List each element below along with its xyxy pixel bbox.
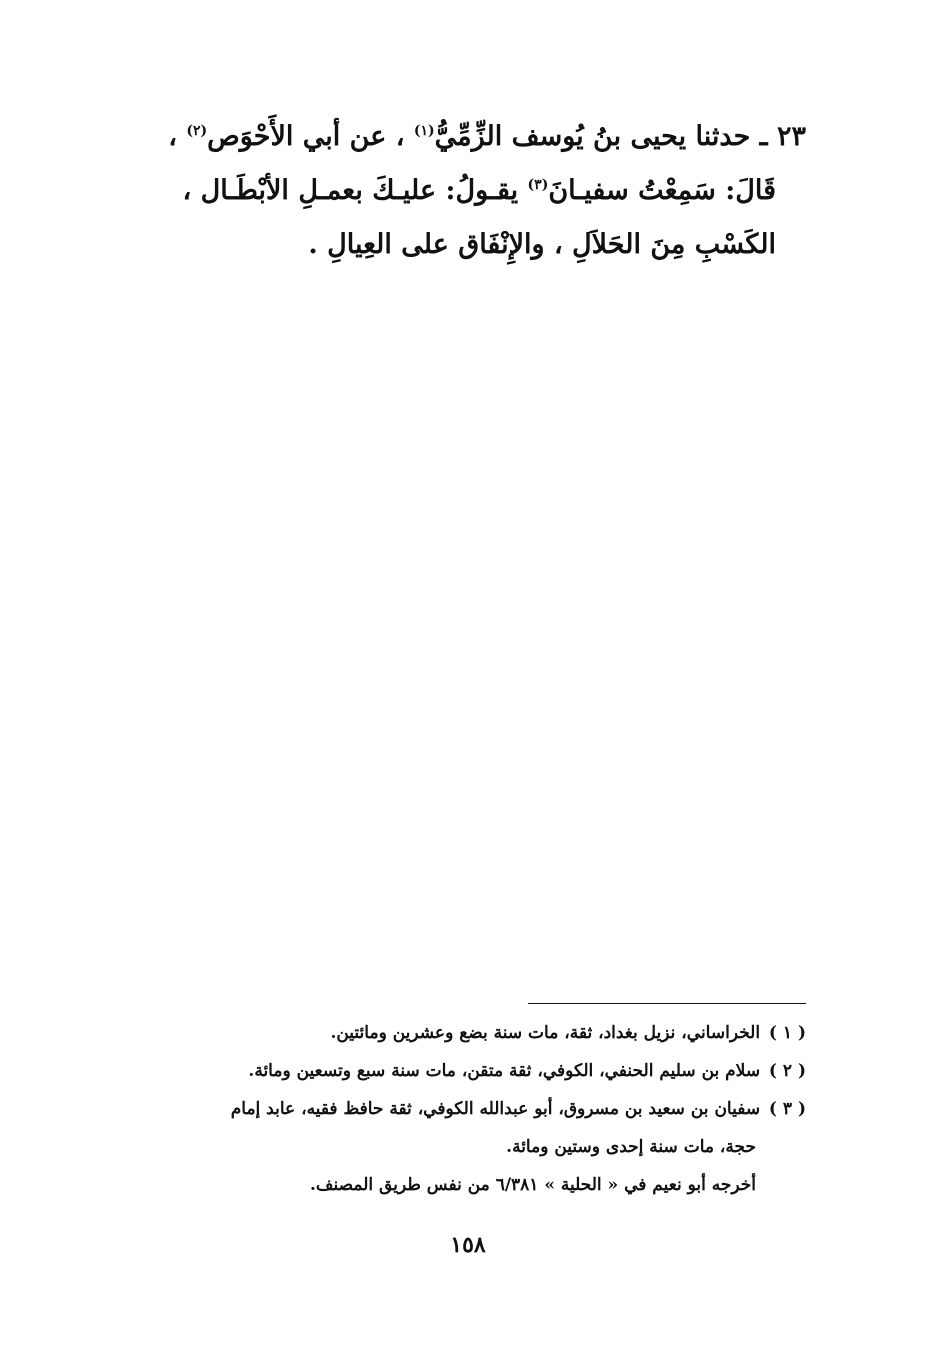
hadith-line-2 bbox=[106, 164, 806, 218]
hadith-line-1-part-1: ٢٣ ـ حدثنا يحيى بنُ يُوسف الزِّمِّيُّ bbox=[434, 121, 806, 152]
footnote-3-continuation: حجة، مات سنة إحدى وستين ومائة. bbox=[506, 1137, 756, 1157]
hadith-line-2-part-1: قَالَ: سَمِعْتُ سفيـانَ bbox=[548, 175, 776, 206]
hadith-line-1 bbox=[106, 110, 806, 164]
hadith-line-1-part-2: ، عن أبي الأَحْوَص bbox=[207, 121, 405, 152]
footnote-1-number: ( ١ ) bbox=[768, 1023, 806, 1043]
footnote-separator bbox=[528, 1003, 806, 1004]
page-number: ١٥٨ bbox=[450, 1232, 486, 1258]
hadith-text bbox=[106, 110, 806, 272]
footnote-3-text: سفيان بن سعيد بن مسروق، أبو عبدالله الكوفي، ثقة حافظ فقيه، عابد إمام bbox=[230, 1099, 761, 1119]
hadith-line-1-part-3: ، bbox=[168, 121, 177, 152]
footnote-ref-1: (١) bbox=[413, 123, 435, 139]
footnote-2 bbox=[106, 1052, 806, 1090]
footnotes bbox=[106, 1014, 806, 1204]
hadith-line-3: الكَسْبِ مِنَ الحَلاَلِ ، والإِنْفَاق على العِيالِ . bbox=[308, 229, 776, 260]
footnote-3-number: ( ٣ ) bbox=[768, 1099, 806, 1119]
hadith-line-2-part-2: يقـولُ: عليـكَ بعمـلِ الأبْطَـال ، bbox=[182, 175, 519, 206]
footnote-3-source: أخرجه أبو نعيم في « الحلية » ٦/٣٨١ من نفس طريق المصنف. bbox=[310, 1175, 756, 1195]
footnote-2-number: ( ٢ ) bbox=[768, 1061, 806, 1081]
footnote-ref-2: (٢) bbox=[186, 123, 208, 139]
footnote-ref-3: (٣) bbox=[527, 177, 549, 193]
footnote-1 bbox=[106, 1014, 806, 1052]
footnote-1-text: الخراساني، نزيل بغداد، ثقة، مات سنة بضع وعشرين ومائتين. bbox=[330, 1023, 761, 1043]
footnote-2-text: سلام بن سليم الحنفي، الكوفي، ثقة متقن، مات سنة سبع وتسعين ومائة. bbox=[248, 1061, 761, 1081]
footnote-3 bbox=[106, 1090, 806, 1128]
